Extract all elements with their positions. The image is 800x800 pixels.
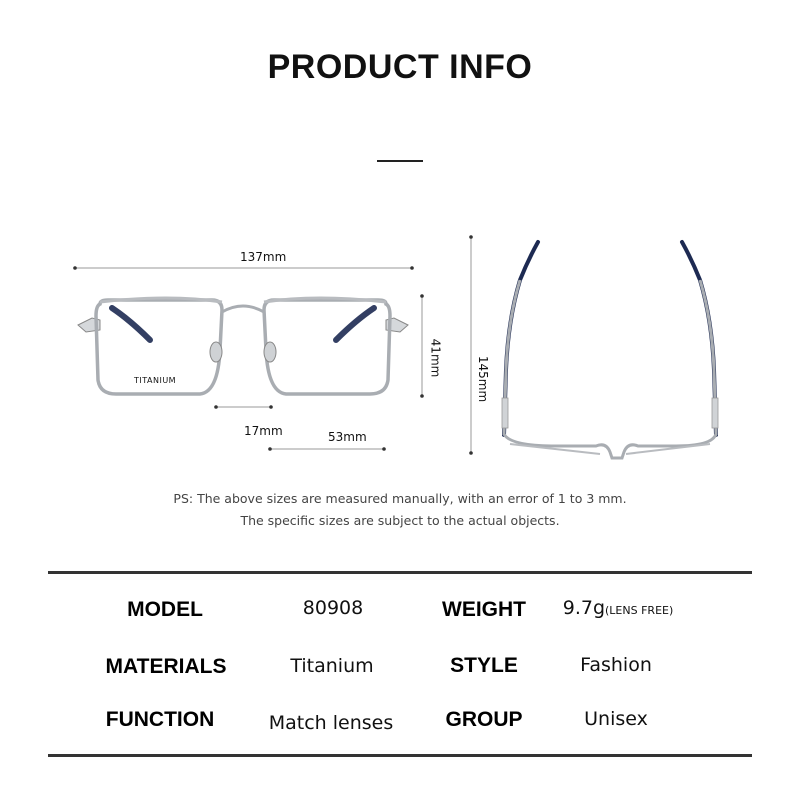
total-width-dimension	[73, 266, 414, 270]
lens-height-label: 41mm	[428, 338, 443, 378]
model-label: MODEL	[127, 598, 203, 621]
materials-label: MATERIALS	[105, 655, 227, 678]
group-value: Unisex	[584, 708, 648, 730]
function-label: FUNCTION	[105, 708, 215, 731]
total-width-label: 137mm	[240, 250, 287, 264]
glasses-top-view	[502, 242, 718, 458]
bridge-label: 17mm	[244, 424, 283, 438]
glasses-illustration	[0, 220, 800, 470]
lens-width-dimension	[268, 447, 386, 451]
temple-length-label: 145mm	[476, 355, 491, 403]
frame-stamp: TITANIUM	[134, 376, 177, 385]
weight-value-number: 9.7g	[562, 597, 606, 619]
measurement-note-line2: The specific sizes are subject to the actual objects.	[240, 513, 560, 528]
bridge-dimension	[214, 405, 273, 409]
measurement-note-line1: PS: The above sizes are measured manually, with an error of 1 to 3 mm.	[173, 491, 627, 506]
style-value: Fashion	[580, 654, 652, 676]
weight-label: WEIGHT	[442, 598, 526, 621]
spec-bottom-divider	[48, 754, 752, 757]
style-label: STYLE	[450, 654, 518, 677]
function-value: Match lenses	[268, 712, 394, 734]
weight-value-note: (LENS FREE)	[605, 604, 674, 617]
group-label: GROUP	[445, 708, 523, 731]
spec-top-divider	[48, 571, 752, 574]
materials-value: Titanium	[290, 655, 374, 677]
lens-width-label: 53mm	[328, 430, 367, 444]
glasses-front-view	[78, 298, 408, 394]
page-title: PRODUCT INFO	[267, 48, 533, 86]
temple-length-dimension	[469, 235, 473, 455]
model-value: 80908	[302, 597, 364, 619]
weight-value	[563, 597, 674, 619]
title-divider	[377, 160, 423, 162]
lens-height-dimension	[420, 294, 424, 398]
